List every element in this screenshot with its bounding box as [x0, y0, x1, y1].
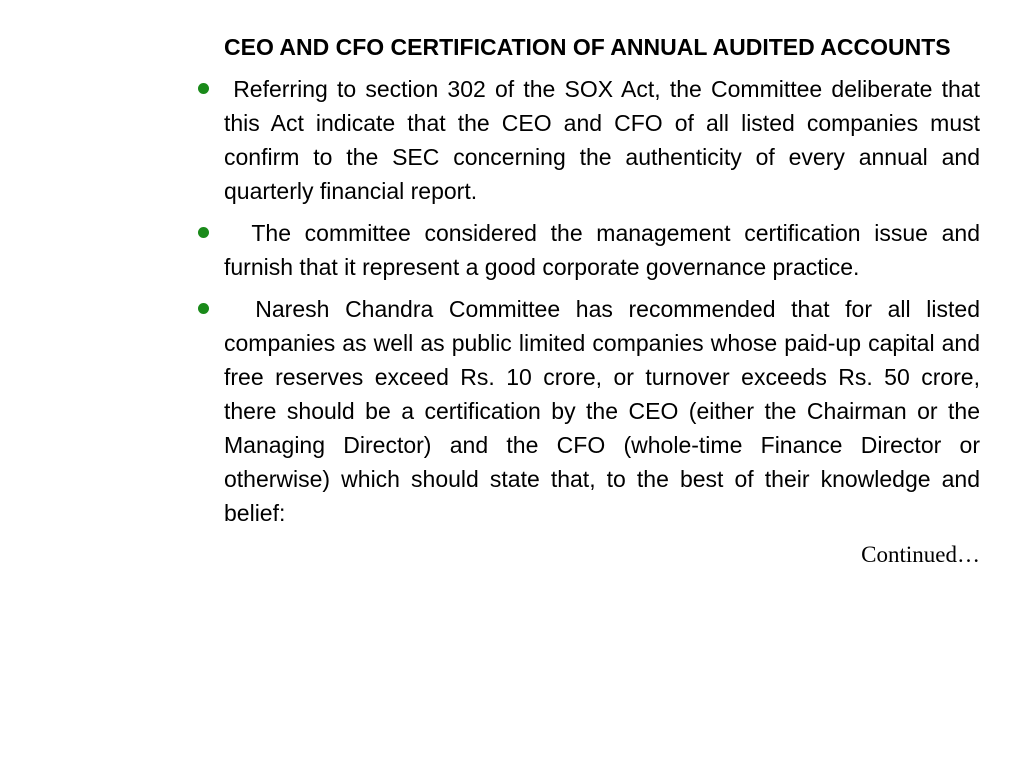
bullet-text: The committee considered the management certification issue and furnish that it represent a good corporate governance practice. [224, 220, 980, 280]
bullet-text: Naresh Chandra Committee has recommended that for all listed companies as well as public limited companies whose paid-up capital and free reserves exceed Rs. 10 crore, or turnover exceeds Rs. 50 crore, there should be a certification by the CEO (either the Chairman or the Managing Director) and the CFO (whole-time Finance Director or otherwise) which should state that, to the best of their knowledge and belief: [224, 296, 980, 526]
bullet-item-1 [224, 72, 980, 208]
bullet-item-3 [224, 292, 980, 530]
bullet-dot-icon [198, 83, 209, 94]
bullet-item-2 [224, 216, 980, 284]
slide-content [224, 30, 980, 572]
bullet-dot-icon [198, 227, 209, 238]
continued-label: Continued… [861, 542, 980, 567]
bullet-list [224, 72, 980, 530]
bullet-text: Referring to section 302 of the SOX Act, the Committee deliberate that this Act indicate that the CEO and CFO of all listed companies must confirm to the SEC concerning the authenticity of every annual and quarterly financial report. [224, 76, 980, 204]
bullet-dot-icon [198, 303, 209, 314]
slide-heading: CEO AND CFO CERTIFICATION OF ANNUAL AUDITED ACCOUNTS [224, 34, 951, 60]
